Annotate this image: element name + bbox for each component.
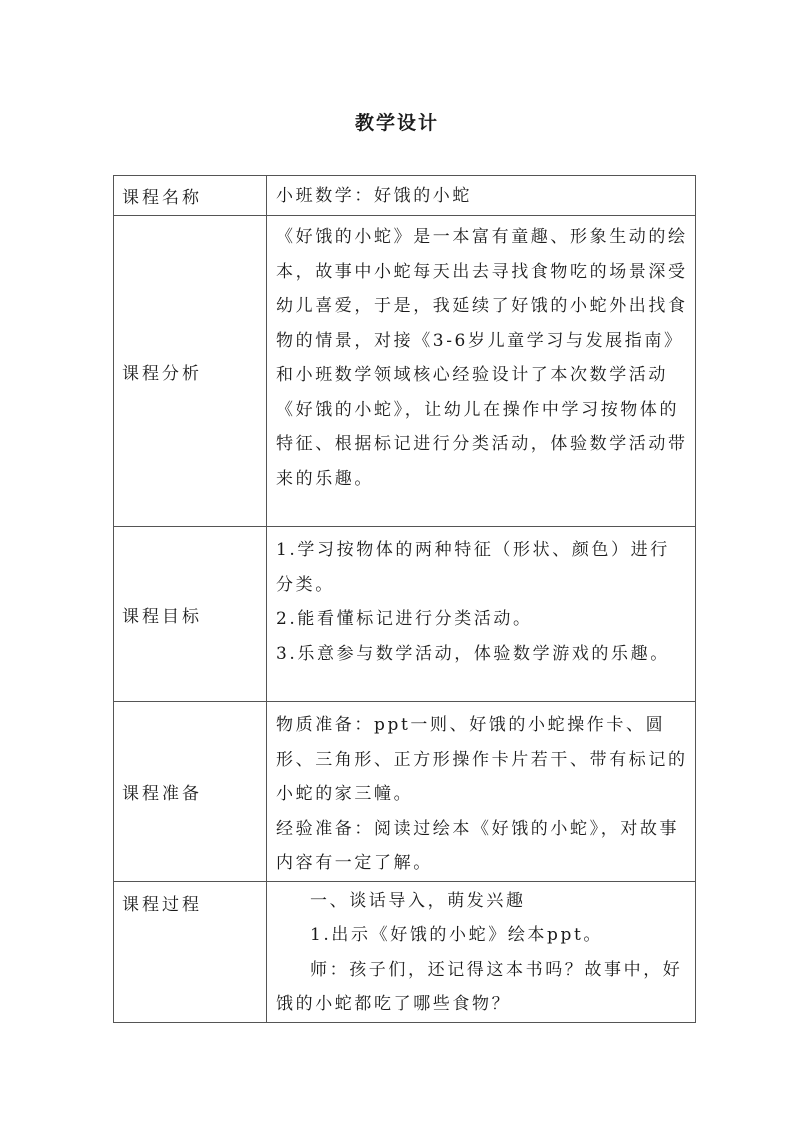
table-row-course-goals — [114, 527, 696, 702]
course-analysis-text: 《好饿的小蛇》是一本富有童趣、形象生动的绘本，故事中小蛇每天出去寻找食物吃的场景深受幼儿喜爱，于是，我延续了好饿的小蛇外出找食物的情景，对接《3-6岁儿童学习与发展指南》和小班数学领域核心经验设计了本次数学活动《好饿的小蛇》，让幼儿在操作中学习按物体的特征、根据标记进行分类活动，体验数学活动带来的乐趣。 — [276, 227, 688, 489]
process-step-1: 1.出示《好饿的小蛇》绘本ppt。 — [310, 925, 604, 945]
material-preparation-text: 物质准备：ppt一则、好饿的小蛇操作卡、圆形、三角形、正方形操作卡片若干、带有标记的小蛇的家三幢。 — [276, 715, 688, 804]
goal-item-2: 2.能看懂标记进行分类活动。 — [276, 609, 533, 629]
lesson-plan-table — [113, 175, 696, 1023]
label-course-goals: 课程目标 — [114, 527, 267, 702]
course-name-text: 小班数学：好饿的小蛇 — [276, 185, 472, 206]
table-row-course-analysis — [114, 216, 696, 527]
goal-item-3: 3.乐意参与数学活动，体验数学游戏的乐趣。 — [276, 643, 670, 664]
content-course-name — [267, 176, 696, 216]
content-course-process — [267, 881, 696, 1022]
document-title: 教学设计 — [354, 112, 439, 134]
goal-item-1: 1.学习按物体的两种特征（形状、颜色）进行分类。 — [276, 540, 670, 595]
content-course-analysis — [267, 216, 696, 527]
experience-preparation-text: 经验准备：阅读过绘本《好饿的小蛇》，对故事内容有一定了解。 — [276, 818, 680, 873]
label-course-process: 课程过程 — [114, 881, 267, 1022]
table-row-course-name — [114, 176, 696, 216]
content-course-goals — [267, 527, 696, 702]
content-course-preparation — [267, 702, 696, 882]
label-course-preparation: 课程准备 — [114, 702, 267, 882]
label-course-analysis: 课程分析 — [114, 216, 267, 527]
label-course-name: 课程名称 — [114, 176, 267, 216]
process-section-heading: 一、谈话导入，萌发兴趣 — [310, 890, 526, 911]
table-row-course-preparation — [114, 702, 696, 882]
process-teacher-question: 师：孩子们，还记得这本书吗？故事中，好饿的小蛇都吃了哪些食物？ — [276, 959, 683, 1014]
table-row-course-process — [114, 881, 696, 1022]
